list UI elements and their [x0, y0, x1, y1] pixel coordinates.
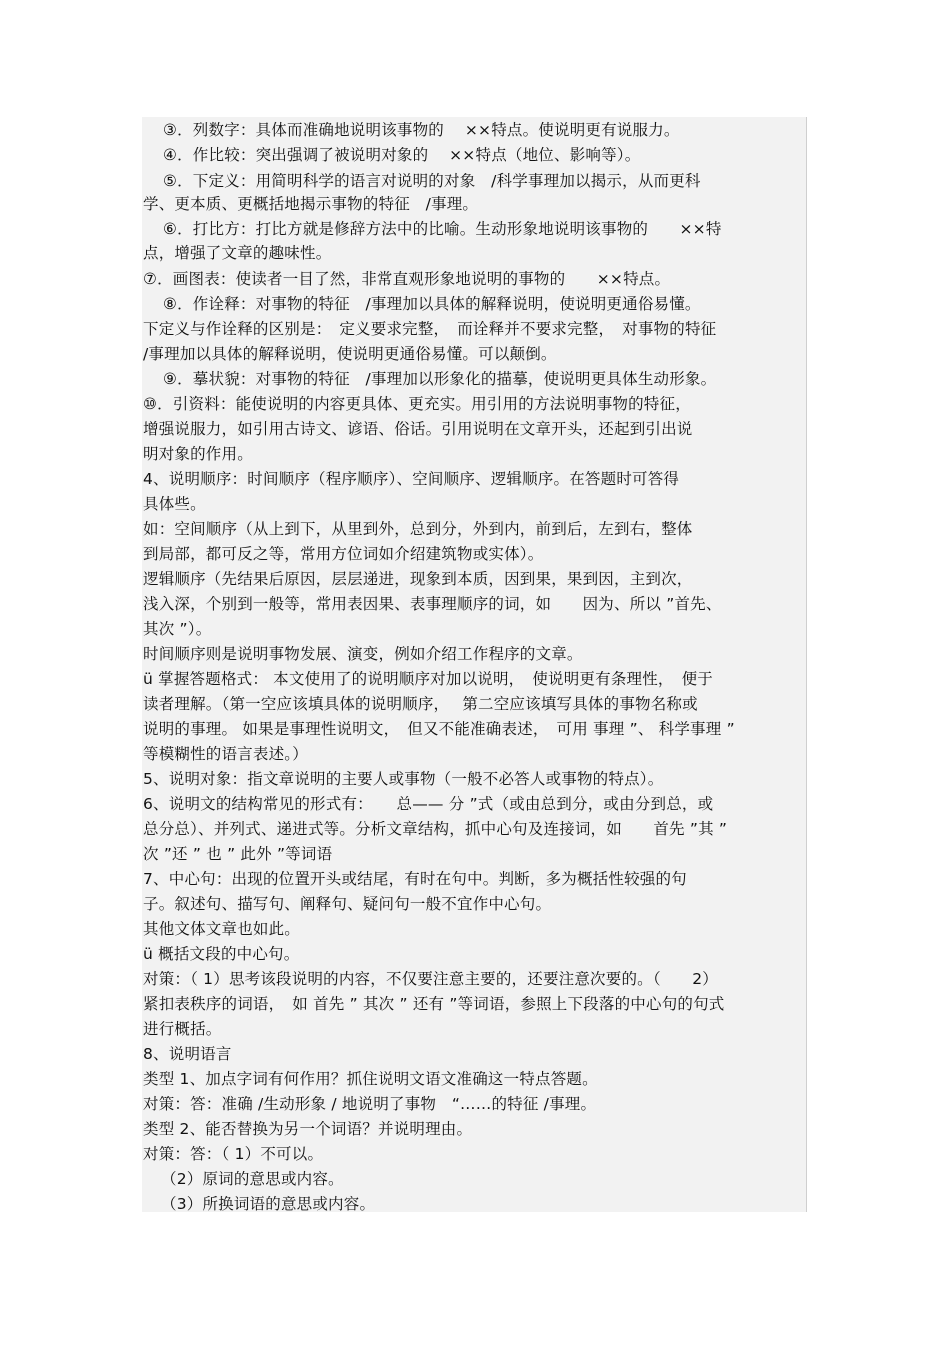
text-line: 对策：答：准确 /生动形象 / 地说明了事物 “……的特征 /事理。: [143, 1095, 597, 1113]
text-line: 如：空间顺序（从上到下，从里到外，总到分，外到内，前到后，左到右，整体: [143, 520, 693, 538]
text-line: 明对象的作用。: [143, 445, 253, 463]
text-line: 子。叙述句、描写句、阐释句、疑问句一般不宜作中心句。: [143, 895, 552, 913]
text-line: 次 ”还 ” 也 ” 此外 ”等词语: [143, 845, 333, 863]
text-line: 点，增强了文章的趣味性。: [143, 244, 332, 262]
text-line: 读者理解。（第一空应该填具体的说明顺序， 第二空应该填写具体的事物名称或: [143, 695, 698, 713]
text-line: 下定义与作诠释的区别是： 定义要求完整， 而诠释并不要求完整， 对事物的特征: [143, 320, 717, 338]
text-line: ⑥．打比方：打比方就是修辞方法中的比喻。生动形象地说明该事物的 ××特: [163, 220, 722, 238]
text-line: ⑦．画图表：使读者一目了然，非常直观形象地说明的事物的 ××特点。: [143, 270, 671, 288]
text-line: ü 概括文段的中心句。: [143, 945, 300, 963]
text-line: ⑨．摹状貌：对事物的特征 /事理加以形象化的描摹，使说明更具体生动形象。: [163, 370, 717, 388]
text-line: 4、说明顺序：时间顺序（程序顺序）、空间顺序、逻辑顺序。在答题时可答得: [143, 470, 680, 488]
text-line: /事理加以具体的解释说明，使说明更通俗易懂。可以颠倒。: [143, 345, 557, 363]
text-line: ⑩．引资料：能使说明的内容更具体、更充实。用引用的方法说明事物的特征，: [143, 395, 691, 413]
text-line: ü 掌握答题格式： 本文使用了的说明顺序对加以说明， 使说明更有条理性， 便于: [143, 670, 713, 688]
text-line: ③．列数字：具体而准确地说明该事物的 ××特点。使说明更有说服力。: [163, 121, 680, 139]
text-line: 6、说明文的结构常见的形式有： 总—— 分 ”式（或由总到分，或由分到总，或: [143, 795, 714, 813]
text-line: 浅入深，个别到一般等，常用表因果、表事理顺序的词，如 因为、所以 ”首先、: [143, 595, 722, 613]
text-line: 对策：（ 1）思考该段说明的内容，不仅要注意主要的，还要注意次要的。（ 2）: [143, 970, 718, 988]
text-line: 逻辑顺序（先结果后原因，层层递进，现象到本质，因到果，果到因，主到次，: [143, 570, 693, 588]
text-line: ⑧．作诠释：对事物的特征 /事理加以具体的解释说明，使说明更通俗易懂。: [163, 295, 701, 313]
text-line: 时间顺序则是说明事物发展、演变，例如介绍工作程序的文章。: [143, 645, 583, 663]
text-line: 其他文体文章也如此。: [143, 920, 301, 938]
text-line: 等模糊性的语言表述。）: [143, 745, 308, 763]
text-line: 对策：答：（ 1）不可以。: [143, 1145, 324, 1163]
text-line: ⑤．下定义：用简明科学的语言对说明的对象 /科学事理加以揭示，从而更科: [163, 172, 701, 190]
text-line: 7、中心句：出现的位置开头或结尾，有时在句中。判断，多为概括性较强的句: [143, 870, 687, 888]
text-line: 类型 1、加点字词有何作用？抓住说明文语文准确这一特点答题。: [143, 1070, 598, 1088]
text-line: 到局部，都可反之等，常用方位词如介绍建筑物或实体）。: [143, 545, 544, 563]
text-line: 学、更本质、更概括地揭示事物的特征 /事理。: [143, 195, 479, 213]
text-line: 进行概括。: [143, 1020, 222, 1038]
text-line: 8、说明语言: [143, 1045, 232, 1063]
text-line: 说明的事理。 如果是事理性说明文， 但又不能准确表述， 可用 事理 ”、 科学事理 ”: [143, 720, 735, 738]
text-line: （2）原词的意思或内容。: [161, 1170, 344, 1188]
text-line: 具体些。: [143, 495, 206, 513]
text-line: 紧扣表秩序的词语， 如 首先 ” 其次 ” 还有 ”等词语，参照上下段落的中心句的句式: [143, 995, 725, 1013]
text-line: 5、说明对象：指文章说明的主要人或事物（一般不必答人或事物的特点）。: [143, 770, 664, 788]
text-line: 增强说服力，如引用古诗文、谚语、俗话。引用说明在文章开头，还起到引出说: [143, 420, 693, 438]
text-line: ④．作比较：突出强调了被说明对象的 ××特点（地位、影响等）。: [163, 146, 641, 164]
text-line: （3）所换词语的意思或内容。: [161, 1195, 376, 1213]
text-line: 其次 ”）。: [143, 620, 212, 638]
text-line: 类型 2、能否替换为另一个词语？并说明理由。: [143, 1120, 473, 1138]
text-line: 总分总）、并列式、递进式等。分析文章结构，抓中心句及连接词，如 首先 ”其 ”: [143, 820, 728, 838]
